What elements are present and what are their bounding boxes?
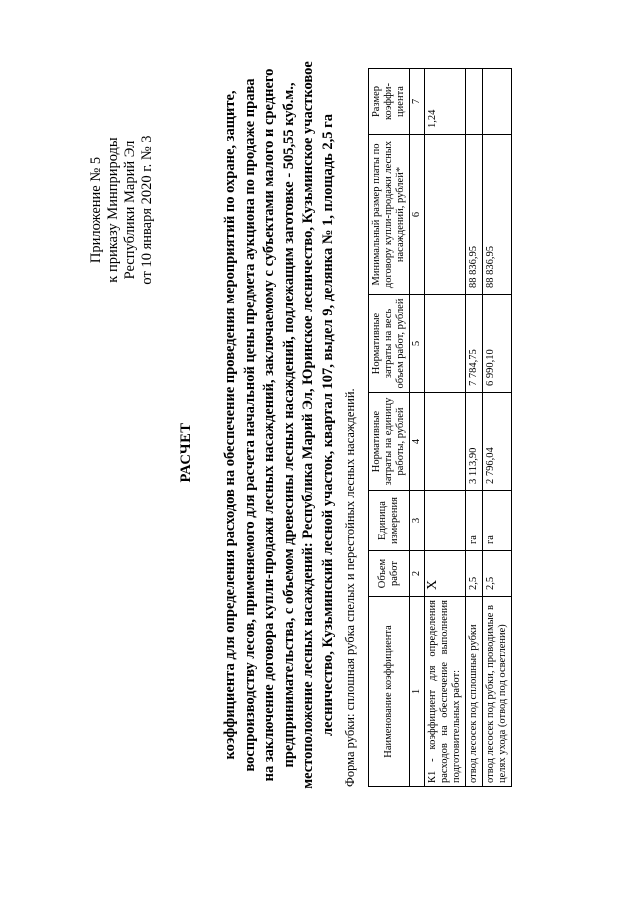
row-norm-unit: 3 113,90 [466, 393, 483, 491]
heading-line: местоположение лесных насаждений: Республика Марий Эл, Юринское лесничество, Кузьминское участковое [300, 61, 316, 789]
row-norm-unit: 2 796,04 [483, 393, 512, 491]
appendix-line: от 10 января 2020 г. № 3 [139, 135, 155, 285]
row-name: отвод лесосек под рубки, проводимые в целях ухода (отвод под осветление) [483, 597, 512, 787]
header-cell: Нормативные затраты на весь объем работ, рублей [369, 295, 410, 393]
row-unit: га [466, 491, 483, 551]
row-volume: 2,5 [466, 551, 483, 597]
row-min-payment: 88 836,95 [466, 135, 483, 295]
row-norm-total: 6 990,10 [483, 295, 512, 393]
heading-line: на заключение договора купли-продажи лесных насаждений, заключаемому с субъектами малого и среднего [261, 68, 277, 782]
row-coefficient [483, 69, 512, 135]
column-number: 6 [410, 135, 425, 295]
row-norm-total: 7 784,75 [466, 295, 483, 393]
table-header-row [369, 69, 410, 787]
row-volume: Х [425, 551, 466, 597]
table-row [483, 69, 512, 787]
column-number: 2 [410, 551, 425, 597]
header-cell: Наименование коэффициента [369, 597, 410, 787]
header-cell: Минимальный размер платы по договору купли-продажи лесных насаждений, рублей* [369, 135, 410, 295]
row-unit [425, 491, 466, 551]
row-norm-total [425, 295, 466, 393]
appendix-line: к приказу Минприроды [105, 137, 121, 283]
header-cell: Объем работ [369, 551, 410, 597]
column-number-row [410, 69, 425, 787]
column-number: 4 [410, 393, 425, 491]
row-name: К1 - коэффициент для определения расходов на обеспечение выполнения подготовительных работ: [425, 597, 466, 787]
form-of-felling: Форма рубки: сплошная рубка спелых и перестойных лесных насаждений. [343, 388, 357, 787]
row-unit: га [483, 491, 512, 551]
appendix-line: Приложение № 5 [88, 156, 104, 264]
document-title: РАСЧЕТ [178, 422, 194, 483]
heading-line: воспроизводству лесов, применяемого для расчета начальной цены предмета аукциона по продаже права [241, 78, 258, 772]
header-cell: Единица измерения [369, 491, 410, 551]
column-number: 1 [410, 597, 425, 787]
column-number: 5 [410, 295, 425, 393]
header-cell: Размер коэффи-циента [369, 69, 410, 135]
calculation-heading [221, 45, 338, 805]
row-name: отвод лесосек под сплошные рубки [466, 597, 483, 787]
column-number: 3 [410, 491, 425, 551]
row-coefficient: 1,24 [425, 69, 466, 135]
row-volume: 2,5 [483, 551, 512, 597]
column-number: 7 [410, 69, 425, 135]
row-norm-unit [425, 393, 466, 491]
row-coefficient [466, 69, 483, 135]
table-row [425, 69, 466, 787]
table-row [466, 69, 483, 787]
row-min-payment [425, 135, 466, 295]
coefficient-table [368, 68, 512, 787]
header-cell: Нормативные затраты на единицу работы, рублей [369, 393, 410, 491]
appendix-block [88, 90, 156, 330]
heading-line: коэффициента для определения расходов на обеспечение проведения мероприятий по охране, защите, [222, 90, 238, 760]
appendix-line: Республики Марий Эл [122, 140, 138, 280]
row-min-payment: 88 836,95 [483, 135, 512, 295]
heading-line: лесничество, Кузьминский лесной участок, квартал 107, выдел 9, делянка № 1, площадь 2,5 га [319, 114, 336, 736]
heading-line: предпринимательства, с объемом древесины лесных насаждений, подлежащим заготовке - 505,55 куб.м., [280, 82, 297, 768]
